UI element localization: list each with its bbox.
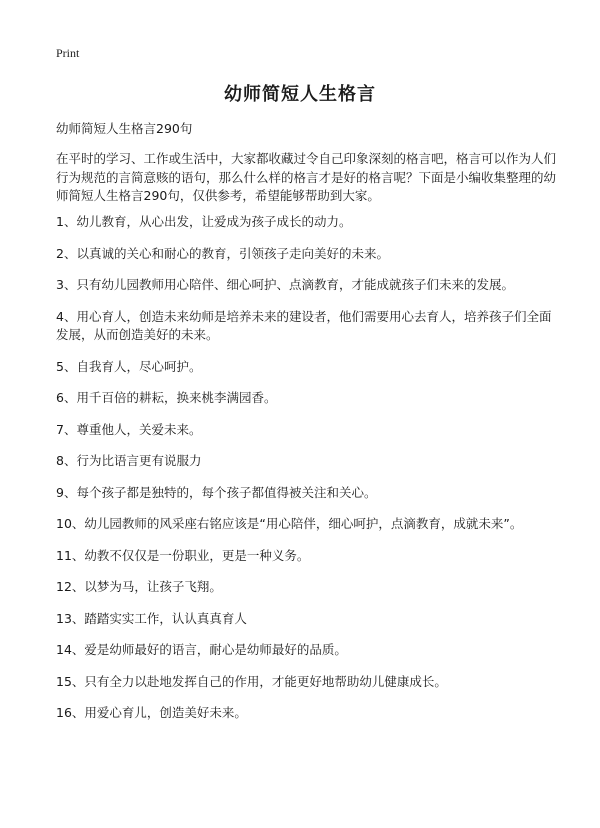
quote-item: 8、行为比语言更有说服力 [56, 453, 202, 468]
quote-item: 4、用心育人，创造未来幼师是培养未来的建设者，他们需要用心去育人，培养孩子们全面发展，从而创造美好的未来。 [56, 308, 552, 342]
intro-paragraph: 在平时的学习、工作或生活中，大家都收藏过令自己印象深刻的格言吧，格言可以作为人们行为规范的言简意赅的语句，那么什么样的格言才是好的格言呢？下面是小编收集整理的幼师简短人生格言290句，仅供参考，希望能够帮助到大家。 [56, 151, 557, 203]
quote-item: 16、用爱心育儿，创造美好未来。 [56, 705, 247, 720]
quote-item: 5、自我育人，尽心呵护。 [56, 358, 202, 374]
quote-item: 15、只有全力以赴地发挥自己的作用，才能更好地帮助幼儿健康成长。 [56, 673, 447, 689]
quote-item: 12、以梦为马，让孩子飞翔。 [56, 579, 222, 594]
quote-item: 11、幼教不仅仅是一份职业，更是一种义务。 [56, 547, 310, 563]
page-title: 幼师简短人生格言 [224, 84, 376, 105]
print-link[interactable]: Print [56, 46, 80, 60]
quote-item: 6、用千百倍的耕耘，换来桃李满园香。 [56, 390, 277, 405]
quote-item: 1、幼儿教育，从心出发，让爱成为孩子成长的动力。 [56, 214, 352, 229]
quote-item: 7、尊重他人，关爱未来。 [56, 421, 202, 437]
quote-item: 3、只有幼儿园教师用心陪伴、细心呵护、点滴教育，才能成就孩子们未来的发展。 [56, 277, 514, 292]
quote-list [56, 213, 556, 736]
quote-item: 14、爱是幼师最好的语言，耐心是幼师最好的品质。 [56, 642, 347, 657]
quote-item: 10、幼儿园教师的风采座右铭应该是“用心陪伴，细心呵护，点滴教育，成就未来”。 [56, 516, 523, 531]
document-subtitle: 幼师简短人生格言290句 [56, 121, 193, 136]
quote-item: 13、踏踏实实工作，认认真真育人 [56, 610, 247, 626]
quote-item: 2、以真诚的关心和耐心的教育，引领孩子走向美好的未来。 [56, 245, 389, 261]
quote-item: 9、每个孩子都是独特的，每个孩子都值得被关注和关心。 [56, 484, 377, 500]
